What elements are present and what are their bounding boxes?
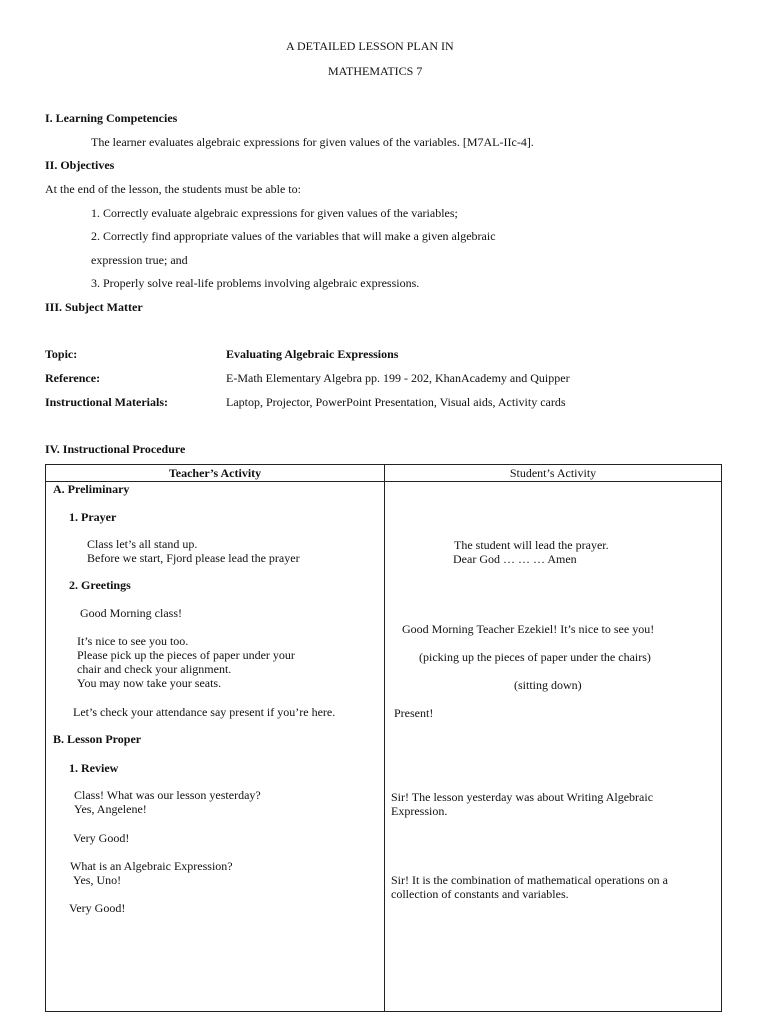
teacher-prayer-line: Before we start, Fjord please lead the prayer	[87, 551, 300, 565]
student-prayer-line: The student will lead the prayer.	[454, 538, 609, 552]
teacher-review-line: Very Good!	[69, 901, 126, 915]
student-present-line: Present!	[394, 706, 434, 720]
materials-label: Instructional Materials:	[45, 395, 168, 409]
objective-item: 1. Correctly evaluate algebraic expressions for given values of the variables;	[91, 206, 458, 220]
student-greeting-line: Good Morning Teacher Ezekiel! It’s nice to see you!	[402, 622, 655, 636]
student-review-line: Expression.	[391, 804, 448, 818]
lesson-proper-heading: B. Lesson Proper	[53, 732, 142, 746]
column-divider	[384, 465, 385, 1011]
teacher-review-line: Yes, Uno!	[73, 873, 122, 887]
objective-item: 2. Correctly find appropriate values of the variables that will make a given algebraic	[91, 229, 496, 243]
student-prayer-line: Dear God … … … Amen	[453, 552, 577, 566]
student-column-header: Student’s Activity	[509, 466, 597, 480]
teacher-greeting-line: Please pick up the pieces of paper under your	[77, 648, 295, 662]
procedure-table	[45, 464, 722, 1012]
teacher-review-line: Class! What was our lesson yesterday?	[74, 788, 261, 802]
materials-value: Laptop, Projector, PowerPoint Presentation, Visual aids, Activity cards	[226, 395, 566, 409]
topic-label: Topic:	[45, 347, 78, 361]
student-review-line: Sir! It is the combination of mathematical operations on a	[391, 873, 668, 887]
teacher-greeting-line: Good Morning class!	[80, 606, 182, 620]
topic-value: Evaluating Algebraic Expressions	[226, 347, 399, 361]
objective-item: 3. Properly solve real-life problems involving algebraic expressions.	[91, 276, 420, 290]
prayer-heading: 1. Prayer	[69, 510, 117, 524]
student-greeting-line: (sitting down)	[514, 678, 582, 692]
teacher-greeting-line: You may now take your seats.	[77, 676, 222, 690]
title-line-2: MATHEMATICS 7	[328, 64, 423, 78]
greetings-heading: 2. Greetings	[69, 578, 131, 592]
teacher-column-header: Teacher’s Activity	[168, 466, 262, 480]
teacher-review-line: Very Good!	[73, 831, 130, 845]
student-review-line: collection of constants and variables.	[391, 887, 569, 901]
header-divider	[46, 481, 721, 482]
reference-label: Reference:	[45, 371, 101, 385]
teacher-prayer-line: Class let’s all stand up.	[87, 537, 198, 551]
competencies-heading: I. Learning Competencies	[45, 111, 178, 125]
teacher-review-line: Yes, Angelene!	[74, 802, 147, 816]
reference-value: E-Math Elementary Algebra pp. 199 - 202, KhanAcademy and Quipper	[226, 371, 570, 385]
objectives-intro: At the end of the lesson, the students must be able to:	[45, 182, 301, 196]
teacher-review-line: What is an Algebraic Expression?	[70, 859, 233, 873]
title-line-1: A DETAILED LESSON PLAN IN	[286, 39, 454, 53]
student-review-line: Sir! The lesson yesterday was about Writing Algebraic	[391, 790, 654, 804]
review-heading: 1. Review	[69, 761, 119, 775]
student-greeting-line: (picking up the pieces of paper under the chairs)	[419, 650, 651, 664]
preliminary-heading: A. Preliminary	[53, 482, 130, 496]
teacher-greeting-line: chair and check your alignment.	[77, 662, 232, 676]
subject-matter-heading: III. Subject Matter	[45, 300, 143, 314]
teacher-greeting-line: It’s nice to see you too.	[77, 634, 189, 648]
procedure-heading: IV. Instructional Procedure	[45, 442, 186, 456]
teacher-attendance-line: Let’s check your attendance say present if you’re here.	[73, 705, 336, 719]
objectives-heading: II. Objectives	[45, 158, 115, 172]
objective-item: expression true; and	[91, 253, 188, 267]
competencies-text: The learner evaluates algebraic expressions for given values of the variables. [M7AL-IIc-4].	[91, 135, 534, 149]
